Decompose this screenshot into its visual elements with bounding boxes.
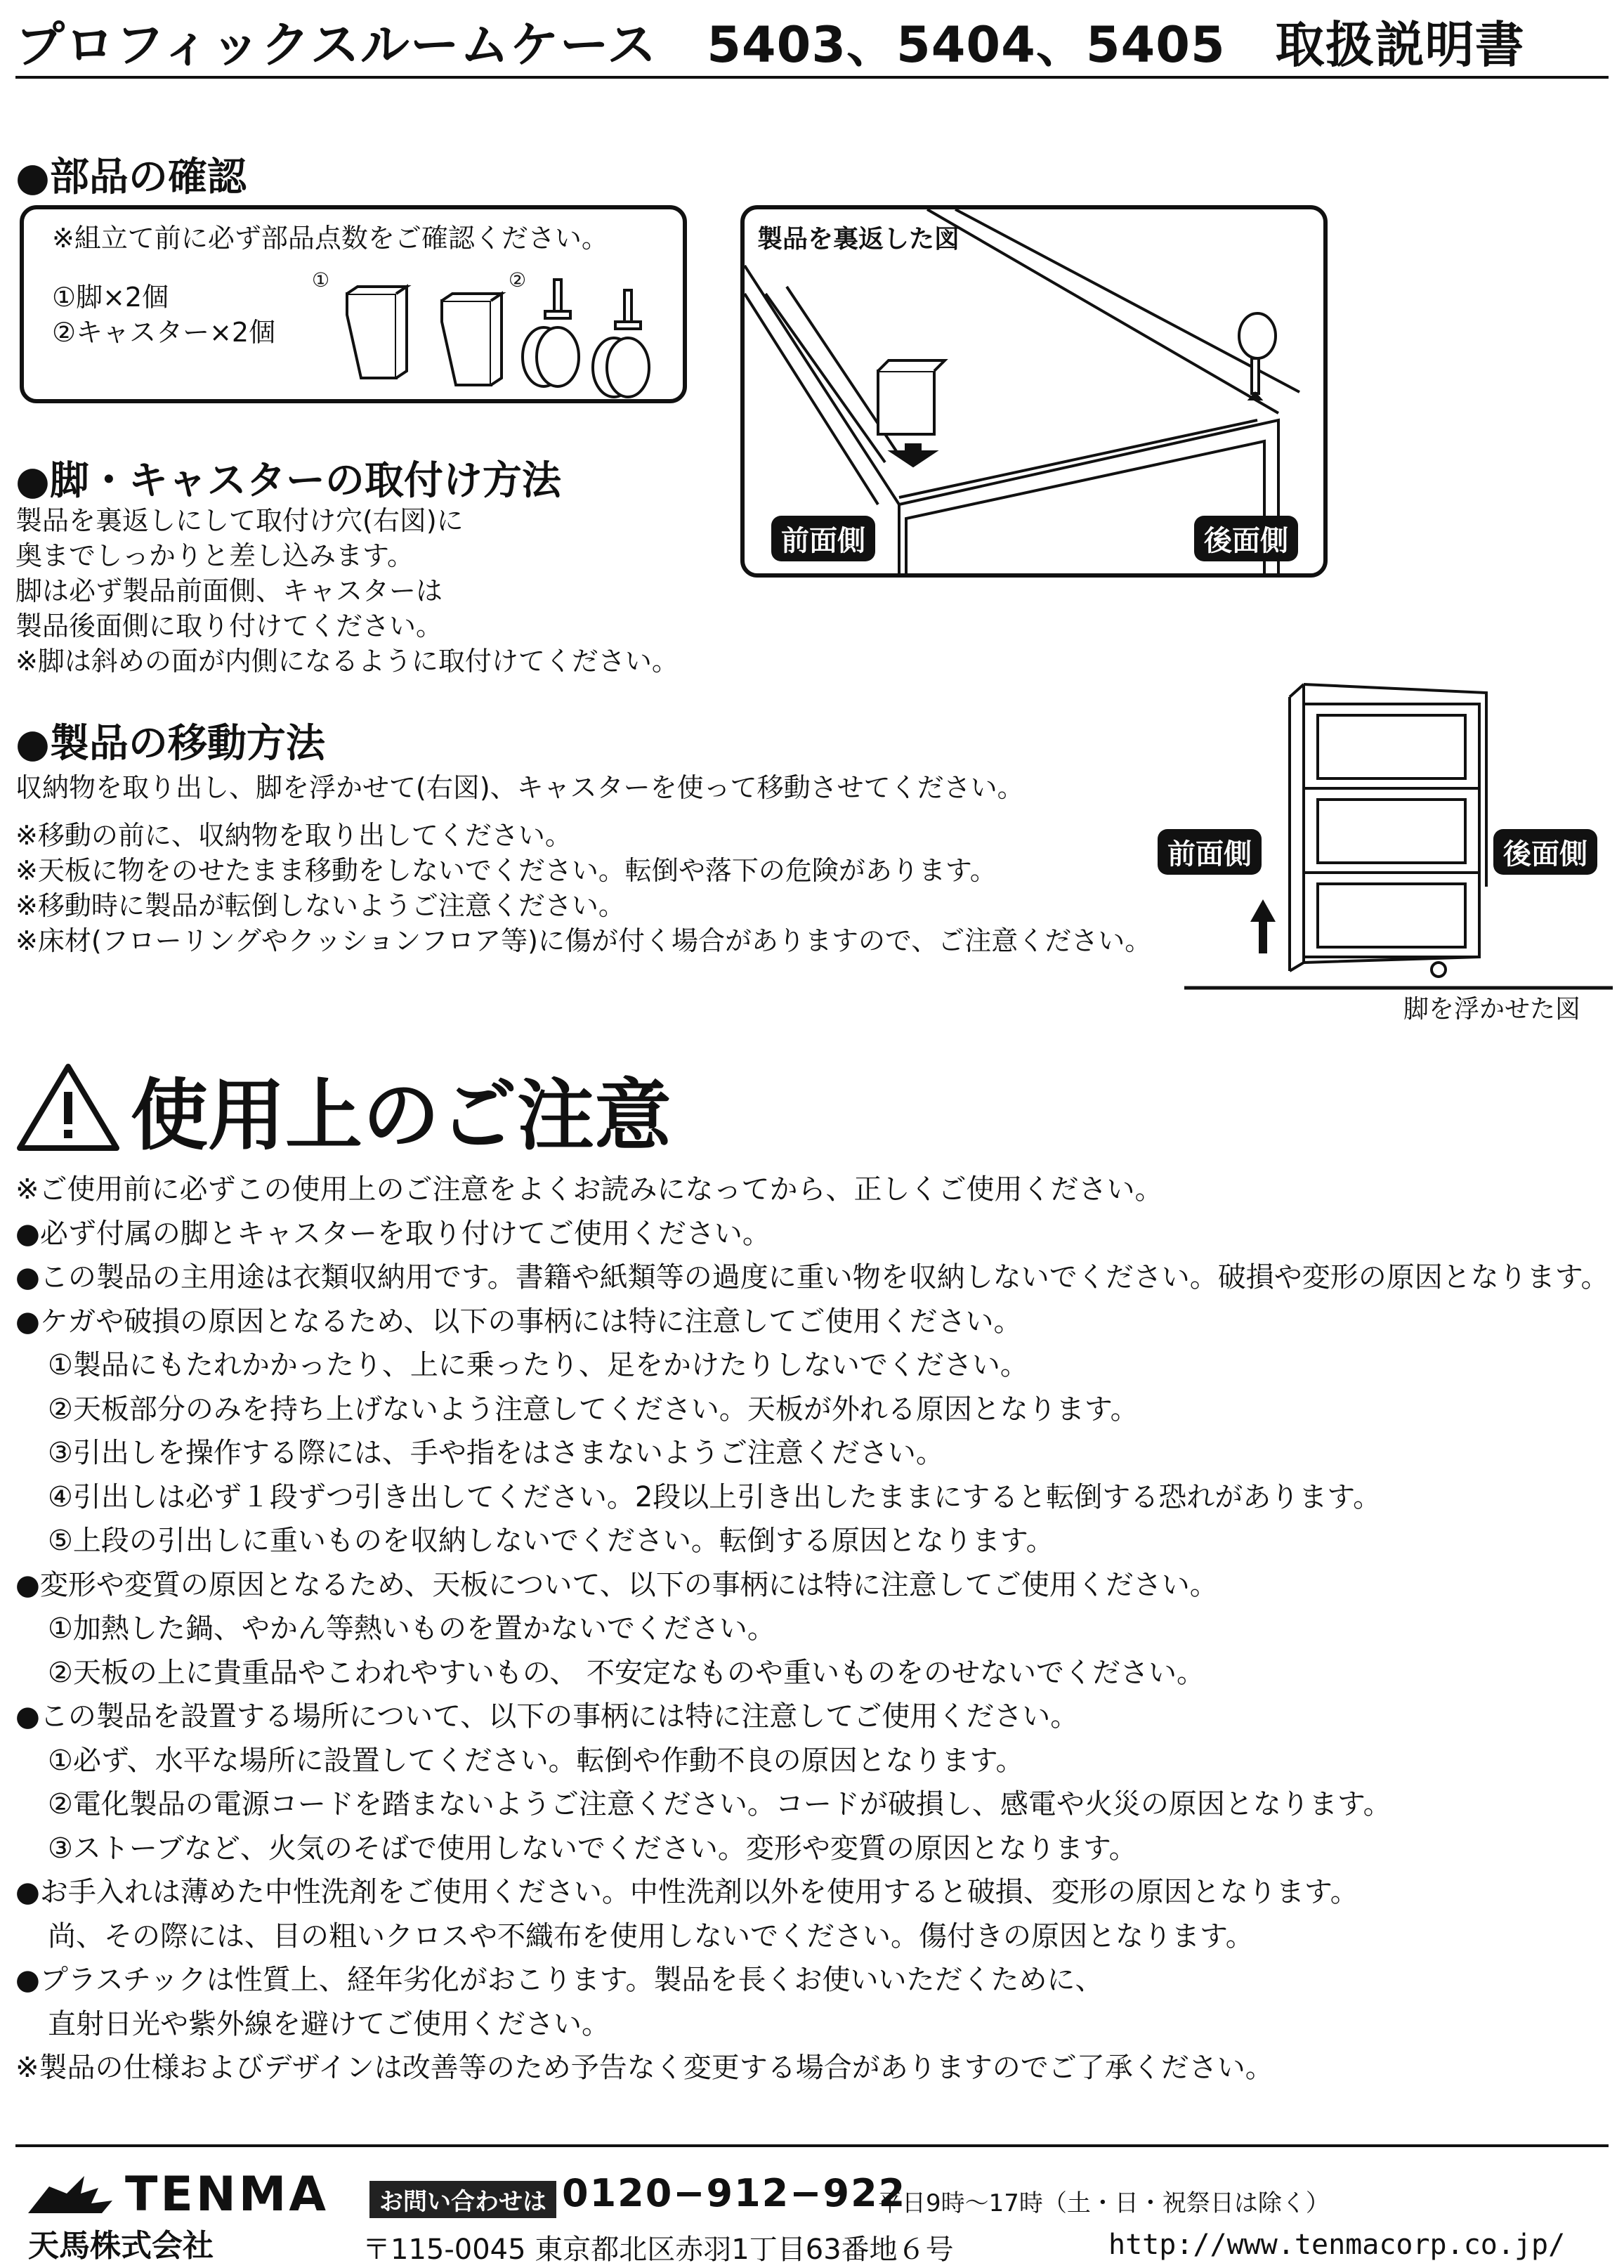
- caution-item: ●変形や変質の原因となるため、天板について、以下の事柄には特に注意してご使用ください。: [15, 1568, 1218, 1601]
- caution-item: ②天板部分のみを持ち上げないよう注意してください。天板が外れる原因となります。: [48, 1393, 1139, 1426]
- caution-item: ●プラスチックは性質上、経年劣化がおこります。製品を長くお使いいただくために、: [15, 1964, 1104, 1996]
- caution-item: ※製品の仕様およびデザインは改善等のため予告なく変更する場合がありますのでご了承ください。: [15, 2052, 1273, 2084]
- caution-item: ③ストーブなど、火気のそばで使用しないでください。変形や変質の原因となります。: [48, 1832, 1137, 1865]
- marker-caster: ②: [509, 268, 527, 292]
- caution-item: ⑤上段の引出しに重いものを収納しないでください。転倒する原因となります。: [48, 1525, 1054, 1557]
- caution-item: ①製品にもたれかかったり、上に乗ったり、足をかけたりしないでください。: [48, 1349, 1028, 1381]
- caution-item: ④引出しは必ず１段ずつ引き出してください。2段以上引き出したままにすると転倒する恐れがあります。: [48, 1480, 1382, 1513]
- caution-item: ①加熱した鍋、やかん等熱いものを置かないでください。: [48, 1612, 775, 1645]
- lifted-front-tag: 前面側: [1158, 829, 1262, 875]
- footer-divider: [15, 2144, 1609, 2147]
- caster-icon: [523, 280, 649, 397]
- title-divider: [15, 76, 1609, 79]
- phone-number: 0120−912−922: [562, 2171, 907, 2215]
- back-tag: 後面側: [1194, 516, 1298, 561]
- business-hours: 平日9時〜17時（土・日・祝祭日は除く）: [878, 2189, 1330, 2217]
- up-arrow-icon: [1250, 899, 1276, 953]
- move-line: 収納物を取り出し、脚を浮かせて(右図)、キャスターを使って移動させてください。: [15, 772, 1024, 803]
- move-note: ※移動時に製品が転倒しないようご注意ください。: [15, 890, 625, 921]
- contact-label: お問い合わせは: [369, 2181, 556, 2218]
- attach-instructions: [15, 503, 679, 679]
- caution-item: 直射日光や紫外線を避けてご使用ください。: [48, 2007, 610, 2040]
- marker-leg: ①: [312, 268, 330, 292]
- front-tag: 前面側: [771, 516, 875, 561]
- attach-line: ※脚は斜めの面が内側になるように取付けてください。: [15, 646, 679, 677]
- flipped-label: 製品を裏返した図: [757, 225, 960, 254]
- parts-heading: ●部品の確認: [15, 155, 247, 200]
- move-notes: [15, 818, 1151, 958]
- parts-box: [20, 205, 687, 403]
- caution-item: ●必ず付属の脚とキャスターを取り付けてご使用ください。: [15, 1217, 771, 1250]
- caution-heading: 使用上のご注意: [131, 1071, 672, 1161]
- caution-item: ①必ず、水平な場所に設置してください。転倒や作動不良の原因となります。: [48, 1744, 1024, 1777]
- caution-item: ②天板の上に貴重品やこわれやすいもの、 不安定なものや重いものをのせないでください。: [48, 1656, 1205, 1689]
- warning-icon: [15, 1061, 121, 1152]
- caution-item: ●お手入れは薄めた中性洗剤をご使用ください。中性洗剤以外を使用すると破損、変形の原因となります。: [15, 1876, 1358, 1908]
- caution-item: ●この製品の主用途は衣類収納用です。書籍や紙類等の過度に重い物を収納しないでください。破損や変形の原因となります。: [15, 1261, 1609, 1293]
- caster-insert-icon: [1239, 313, 1276, 399]
- address: 〒115-0045 東京都北区赤羽1丁目63番地６号: [362, 2234, 954, 2266]
- parts-note: ※組立て前に必ず部品点数をご確認ください。: [52, 223, 608, 254]
- attach-line: 脚は必ず製品前面側、キャスターは: [15, 575, 443, 606]
- pegasus-logo-icon: [28, 2172, 119, 2215]
- parts-item-caster: ②キャスター×2個: [52, 317, 276, 348]
- move-note: ※天板に物をのせたまま移動をしないでください。転倒や落下の危険があります。: [15, 855, 997, 886]
- caution-item: 尚、その際には、目の粗いクロスや不織布を使用しないでください。傷付きの原因となります。: [48, 1920, 1254, 1953]
- leg-insert-icon: [878, 360, 945, 466]
- page-title: プロフィックスルームケース 5403、5404、5405 取扱説明書: [15, 16, 1525, 74]
- move-note: ※床材(フローリングやクッションフロア等)に傷が付く場合がありますので、ご注意ください。: [15, 925, 1152, 956]
- attach-heading: ●脚・キャスターの取付け方法: [15, 458, 561, 504]
- company-name: 天馬株式会社: [28, 2228, 214, 2264]
- caution-list: [15, 1168, 1610, 2090]
- leg-icon: [347, 287, 502, 385]
- attach-line: 奥までしっかりと差し込みます。: [15, 540, 414, 571]
- attach-line: 製品後面側に取り付けてください。: [15, 611, 443, 641]
- caution-item: ※ご使用前に必ずこの使用上のご注意をよくお読みになってから、正しくご使用ください。: [15, 1173, 1163, 1206]
- move-note: ※移動の前に、収納物を取り出してください。: [15, 820, 572, 851]
- website-link[interactable]: http://www.tenmacorp.co.jp/: [1108, 2229, 1566, 2261]
- lifted-caption: 脚を浮かせた図: [1403, 995, 1581, 1024]
- brand-logo: TENMA: [125, 2167, 329, 2222]
- flipped-diagram: [740, 205, 1328, 578]
- caution-item: ●ケガや破損の原因となるため、以下の事柄には特に注意してご使用ください。: [15, 1305, 1022, 1338]
- caster-wheel-icon: [1432, 963, 1446, 977]
- caution-item: ②電化製品の電源コードを踏まないようご注意ください。コードが破損し、感電や火災の原因となります。: [48, 1788, 1391, 1820]
- move-heading: ●製品の移動方法: [15, 721, 325, 767]
- parts-item-leg: ①脚×2個: [52, 282, 169, 313]
- lifted-back-tag: 後面側: [1493, 829, 1597, 875]
- parts-illustration: [319, 273, 670, 399]
- caution-item: ●この製品を設置する場所について、以下の事柄には特に注意してご使用ください。: [15, 1700, 1079, 1733]
- attach-line: 製品を裏返しにして取付け穴(右図)に: [15, 505, 464, 536]
- caution-item: ③引出しを操作する際には、手や指をはさまないようご注意ください。: [48, 1437, 944, 1469]
